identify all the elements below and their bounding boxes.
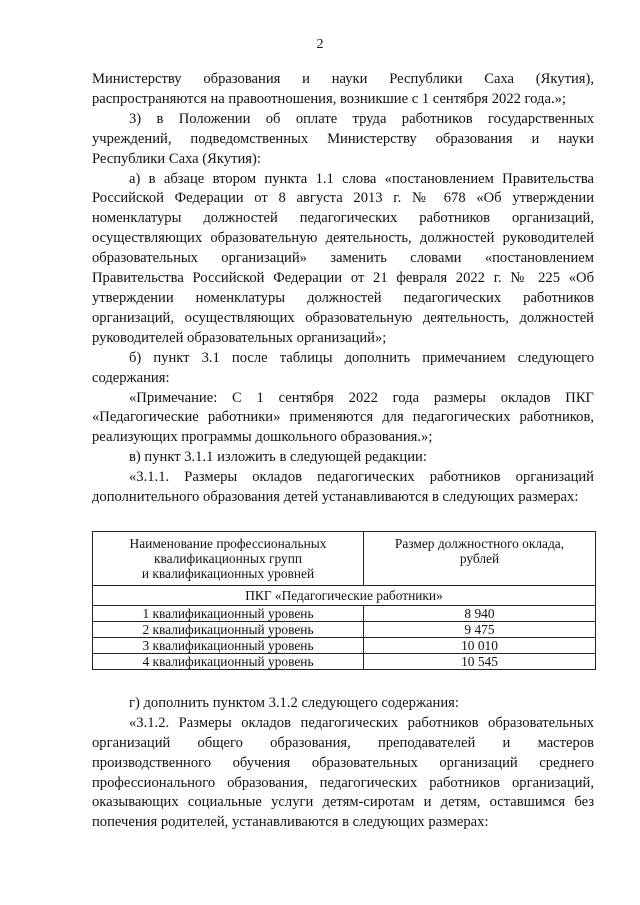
qualification-level-cell: 4 квалификационный уровень (93, 653, 364, 669)
paragraph-3-1-2: «3.1.2. Размеры окладов педагогических работников образовательных организаций общего образования, преподавателей и мастеров производственного обучения образовательных организаций среднего профессионального образования, педагогических работников организаций, оказывающих социальные услуги детям-сиротам и детям, оставшимся без попечения родителей, устанавливаются в следующих размерах: (92, 714, 594, 831)
table-header-cell: Наименование профессиональных квалификационных групп и квалификационных уровней (93, 531, 364, 585)
paragraph-subitem-v: в) пункт 3.1.1 изложить в следующей редакции: (129, 449, 427, 466)
paragraph-subitem-g: г) дополнить пунктом 3.1.2 следующего содержания: (129, 694, 459, 711)
paragraph-3-1-1: «3.1.1. Размеры окладов педагогических работников организаций дополнительного образования детей устанавливаются в следующих размерах: (92, 469, 594, 506)
salary-cell: 8 940 (364, 605, 596, 621)
paragraph-subitem-a: а) в абзаце втором пункта 1.1 слова «постановлением Правительства Российской Федерации от 8 августа 2013 г. № 678 «Об утверждении номенклатуры должностей педагогических работников организаций, осуществляющих образовательную деятельность, должностей руководителей образовательных организаций» заменить словами «постановлением Правительства Российской Федерации от 21 февраля 2022 г. № 225 «Об утверждении номенклатуры должностей педагогических работников организаций, осуществляющих образовательную деятельность, должностей руководителей образовательных организаций»; (92, 170, 594, 346)
qualification-level-cell: 3 квалификационный уровень (93, 637, 364, 653)
qualification-level-cell: 2 квалификационный уровень (93, 621, 364, 637)
paragraph-continuation: Министерству образования и науки Республики Саха (Якутия), распространяются на правоотношения, возникшие с 1 сентября 2022 года.»; (92, 71, 594, 107)
paragraph-note: «Примечание: С 1 сентября 2022 года размеры окладов ПКГ «Педагогические работники» применяются для педагогических работников, реализующих программы дошкольного образования.»; (92, 389, 594, 446)
table-row (93, 605, 596, 621)
paragraph-subitem-b: б) пункт 3.1 после таблицы дополнить примечанием следующего содержания: (92, 349, 594, 386)
salary-table (92, 531, 596, 670)
salary-cell: 9 475 (364, 621, 596, 637)
salary-cell: 10 545 (364, 653, 596, 669)
paragraph-item-3: 3) в Положении об оплате труда работников государственных учреждений, подведомственных Министерству образования и науки Республики Саха (Якутия): (92, 110, 594, 167)
page-number: 2 (316, 37, 324, 52)
table-header-cell: Размер должностного оклада, рублей (364, 531, 596, 585)
table-row (93, 653, 596, 669)
qualification-level-cell: 1 квалификационный уровень (93, 605, 364, 621)
table-row (93, 637, 596, 653)
document-body (92, 70, 594, 833)
salary-cell: 10 010 (364, 637, 596, 653)
table-section-title: ПКГ «Педагогические работники» (93, 585, 596, 605)
table-header-row (93, 531, 596, 585)
table-row (93, 621, 596, 637)
table-section-row (93, 585, 596, 605)
